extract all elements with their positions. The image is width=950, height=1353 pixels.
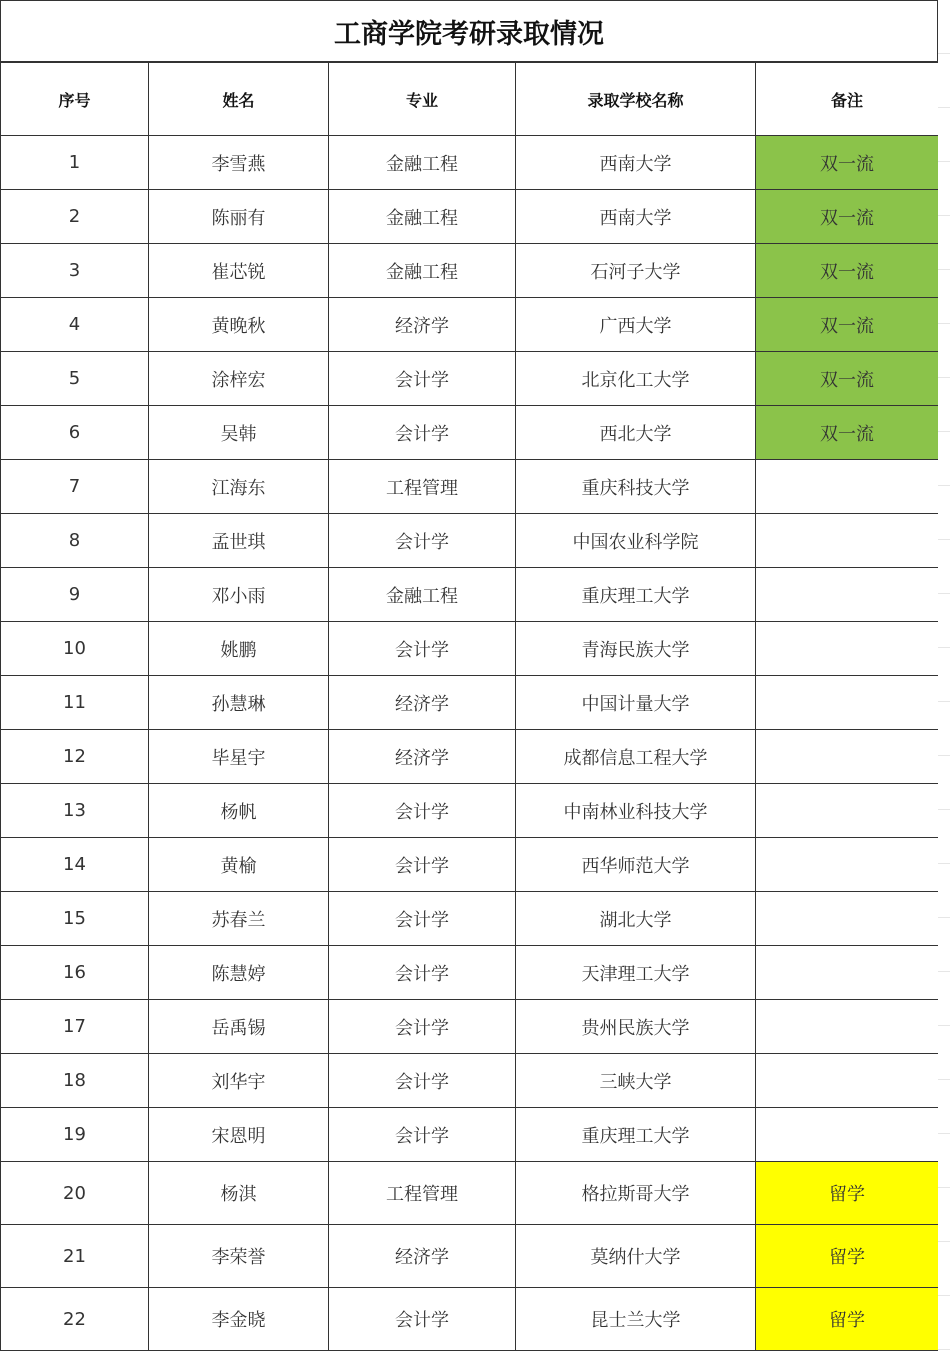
admissions-table	[0, 62, 939, 1351]
table-row	[1, 730, 939, 784]
cell-school[interactable]: 重庆理工大学	[516, 1108, 756, 1162]
header-note: 备注	[756, 63, 939, 136]
cell-name[interactable]: 崔芯锐	[149, 244, 329, 298]
cell-name[interactable]: 黄晚秋	[149, 298, 329, 352]
cell-note[interactable]	[756, 568, 939, 622]
table-row	[1, 1225, 939, 1288]
cell-school[interactable]: 中国计量大学	[516, 676, 756, 730]
table-row	[1, 406, 939, 460]
cell-school[interactable]: 西南大学	[516, 190, 756, 244]
table-row	[1, 298, 939, 352]
cell-major[interactable]: 会计学	[329, 1054, 516, 1108]
cell-index[interactable]: 15	[1, 892, 149, 946]
cell-name[interactable]: 江海东	[149, 460, 329, 514]
cell-index[interactable]: 12	[1, 730, 149, 784]
table-row	[1, 784, 939, 838]
header-index: 序号	[1, 63, 149, 136]
header-name: 姓名	[149, 63, 329, 136]
cell-school[interactable]: 贵州民族大学	[516, 1000, 756, 1054]
cell-school[interactable]: 昆士兰大学	[516, 1288, 756, 1351]
cell-name[interactable]: 毕星宇	[149, 730, 329, 784]
cell-note[interactable]	[756, 892, 939, 946]
cell-school[interactable]: 重庆理工大学	[516, 568, 756, 622]
table-row	[1, 244, 939, 298]
cell-major[interactable]: 金融工程	[329, 190, 516, 244]
cell-name[interactable]: 杨淇	[149, 1162, 329, 1225]
cell-index[interactable]: 13	[1, 784, 149, 838]
cell-major[interactable]: 会计学	[329, 892, 516, 946]
cell-name[interactable]: 李荣誉	[149, 1225, 329, 1288]
cell-index[interactable]: 9	[1, 568, 149, 622]
table-row	[1, 1162, 939, 1225]
cell-school[interactable]: 中国农业科学院	[516, 514, 756, 568]
table-title: 工商学院考研录取情况	[0, 0, 938, 62]
table-row	[1, 622, 939, 676]
cell-index[interactable]: 19	[1, 1108, 149, 1162]
cell-index[interactable]: 1	[1, 136, 149, 190]
cell-name[interactable]: 孟世琪	[149, 514, 329, 568]
cell-index[interactable]: 21	[1, 1225, 149, 1288]
cell-major[interactable]: 会计学	[329, 1000, 516, 1054]
cell-name[interactable]: 李雪燕	[149, 136, 329, 190]
table-row	[1, 460, 939, 514]
cell-note[interactable]	[756, 514, 939, 568]
cell-index[interactable]: 10	[1, 622, 149, 676]
cell-school[interactable]: 北京化工大学	[516, 352, 756, 406]
cell-index[interactable]: 17	[1, 1000, 149, 1054]
cell-name[interactable]: 邓小雨	[149, 568, 329, 622]
cell-name[interactable]: 李金晓	[149, 1288, 329, 1351]
cell-major[interactable]: 工程管理	[329, 1162, 516, 1225]
cell-name[interactable]: 刘华宇	[149, 1054, 329, 1108]
cell-major[interactable]: 会计学	[329, 1108, 516, 1162]
cell-note[interactable]	[756, 622, 939, 676]
cell-note[interactable]: 留学	[756, 1162, 939, 1225]
cell-name[interactable]: 杨帆	[149, 784, 329, 838]
cell-major[interactable]: 金融工程	[329, 136, 516, 190]
cell-index[interactable]: 4	[1, 298, 149, 352]
cell-note[interactable]	[756, 676, 939, 730]
cell-index[interactable]: 8	[1, 514, 149, 568]
cell-school[interactable]: 广西大学	[516, 298, 756, 352]
table-row	[1, 352, 939, 406]
cell-name[interactable]: 涂梓宏	[149, 352, 329, 406]
cell-school[interactable]: 石河子大学	[516, 244, 756, 298]
cell-school[interactable]: 西南大学	[516, 136, 756, 190]
cell-note[interactable]: 留学	[756, 1225, 939, 1288]
table-row	[1, 676, 939, 730]
cell-major[interactable]: 会计学	[329, 784, 516, 838]
cell-index[interactable]: 7	[1, 460, 149, 514]
cell-major[interactable]: 会计学	[329, 514, 516, 568]
header-major: 专业	[329, 63, 516, 136]
cell-index[interactable]: 16	[1, 946, 149, 1000]
cell-index[interactable]: 2	[1, 190, 149, 244]
cell-name[interactable]: 孙慧琳	[149, 676, 329, 730]
cell-school[interactable]: 三峡大学	[516, 1054, 756, 1108]
cell-name[interactable]: 陈慧婷	[149, 946, 329, 1000]
cell-name[interactable]: 苏春兰	[149, 892, 329, 946]
cell-index[interactable]: 20	[1, 1162, 149, 1225]
table-row	[1, 568, 939, 622]
header-school: 录取学校名称	[516, 63, 756, 136]
table-body	[1, 136, 939, 1351]
cell-note[interactable]: 留学	[756, 1288, 939, 1351]
cell-major[interactable]: 会计学	[329, 838, 516, 892]
cell-major[interactable]: 会计学	[329, 1288, 516, 1351]
cell-major[interactable]: 经济学	[329, 676, 516, 730]
cell-note[interactable]	[756, 1054, 939, 1108]
cell-index[interactable]: 6	[1, 406, 149, 460]
cell-note[interactable]	[756, 1000, 939, 1054]
cell-school[interactable]: 重庆科技大学	[516, 460, 756, 514]
cell-name[interactable]: 宋恩明	[149, 1108, 329, 1162]
cell-note[interactable]: 双一流	[756, 244, 939, 298]
cell-note[interactable]	[756, 460, 939, 514]
cell-major[interactable]: 会计学	[329, 352, 516, 406]
cell-name[interactable]: 姚鹏	[149, 622, 329, 676]
cell-note[interactable]	[756, 946, 939, 1000]
cell-school[interactable]: 格拉斯哥大学	[516, 1162, 756, 1225]
cell-school[interactable]: 中南林业科技大学	[516, 784, 756, 838]
cell-note[interactable]: 双一流	[756, 136, 939, 190]
cell-school[interactable]: 青海民族大学	[516, 622, 756, 676]
cell-name[interactable]: 吴韩	[149, 406, 329, 460]
cell-school[interactable]: 天津理工大学	[516, 946, 756, 1000]
cell-major[interactable]: 会计学	[329, 622, 516, 676]
cell-major[interactable]: 工程管理	[329, 460, 516, 514]
cell-index[interactable]: 14	[1, 838, 149, 892]
cell-school[interactable]: 莫纳什大学	[516, 1225, 756, 1288]
cell-note[interactable]	[756, 1108, 939, 1162]
cell-index[interactable]: 3	[1, 244, 149, 298]
cell-note[interactable]	[756, 838, 939, 892]
cell-note[interactable]: 双一流	[756, 190, 939, 244]
table-row	[1, 190, 939, 244]
cell-major[interactable]: 金融工程	[329, 244, 516, 298]
cell-index[interactable]: 11	[1, 676, 149, 730]
cell-note[interactable]: 双一流	[756, 298, 939, 352]
cell-major[interactable]: 会计学	[329, 406, 516, 460]
table-row	[1, 1288, 939, 1351]
cell-school[interactable]: 西华师范大学	[516, 838, 756, 892]
table-row	[1, 838, 939, 892]
cell-major[interactable]: 会计学	[329, 946, 516, 1000]
cell-index[interactable]: 18	[1, 1054, 149, 1108]
cell-note[interactable]: 双一流	[756, 406, 939, 460]
cell-note[interactable]: 双一流	[756, 352, 939, 406]
cell-note[interactable]	[756, 730, 939, 784]
table-row	[1, 136, 939, 190]
table-row	[1, 946, 939, 1000]
table-row	[1, 892, 939, 946]
cell-school[interactable]: 西北大学	[516, 406, 756, 460]
cell-school[interactable]: 湖北大学	[516, 892, 756, 946]
table-row	[1, 1054, 939, 1108]
cell-name[interactable]: 黄榆	[149, 838, 329, 892]
cell-major[interactable]: 经济学	[329, 1225, 516, 1288]
adjacent-grid-strip	[938, 0, 950, 1353]
table-row	[1, 1108, 939, 1162]
cell-school[interactable]: 成都信息工程大学	[516, 730, 756, 784]
cell-index[interactable]: 22	[1, 1288, 149, 1351]
cell-note[interactable]	[756, 784, 939, 838]
header-row	[1, 63, 939, 136]
cell-major[interactable]: 经济学	[329, 730, 516, 784]
cell-major[interactable]: 金融工程	[329, 568, 516, 622]
table-row	[1, 1000, 939, 1054]
cell-index[interactable]: 5	[1, 352, 149, 406]
cell-name[interactable]: 陈丽有	[149, 190, 329, 244]
cell-name[interactable]: 岳禹锡	[149, 1000, 329, 1054]
table-row	[1, 514, 939, 568]
cell-major[interactable]: 经济学	[329, 298, 516, 352]
